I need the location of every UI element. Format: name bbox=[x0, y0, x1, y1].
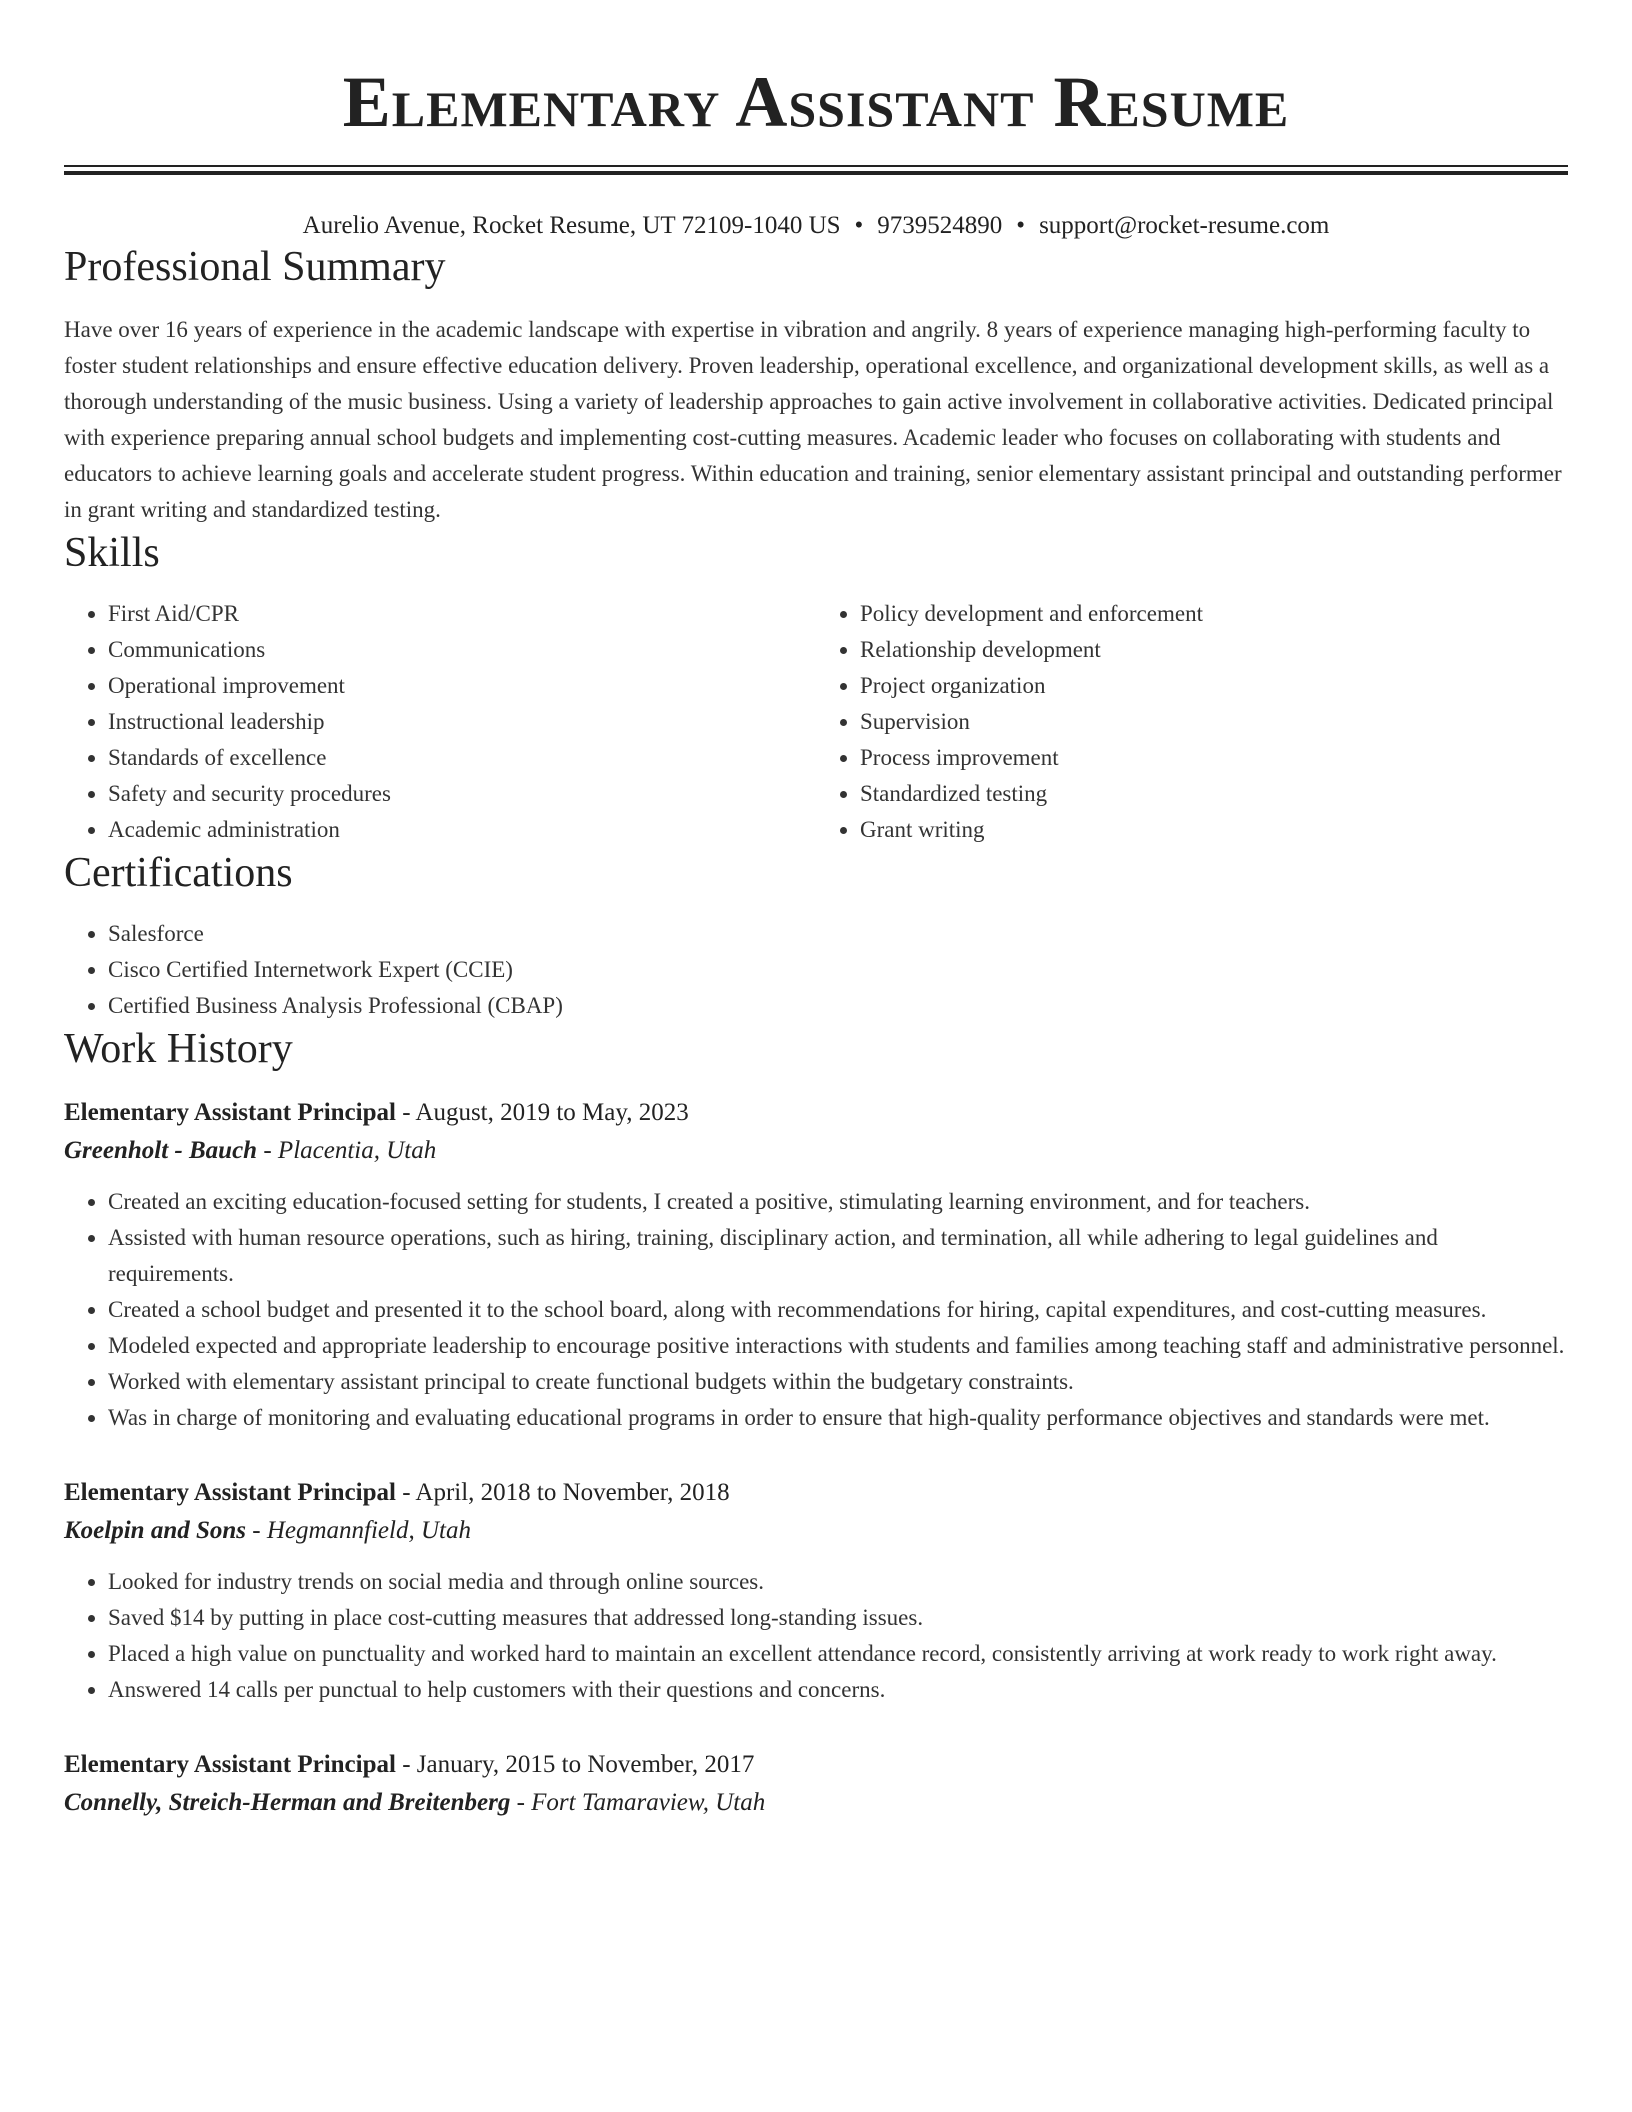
contact-address: Aurelio Avenue, Rocket Resume, UT 72109-1040 US bbox=[302, 212, 841, 239]
job-bullet: • Looked for industry trends on social media and through online sources. bbox=[108, 1564, 1568, 1600]
summary-text: Have over 16 years of experience in the academic landscape with expertise in vibration and angrily. 8 years of experience managing high-performing faculty to foster student relationships and ensure effective education delivery. Proven leadership, operational excellence, and organizational development skills, as well as a thorough understanding of the music business. Using a variety of leadership approaches to gain active involvement in collaborative activities. Dedicated principal with experience preparing annual school budgets and implementing cost-cutting measures. Academic leader who focuses on collaborating with students and educators to achieve learning goals and accelerate student progress. Within education and training, senior elementary assistant principal and outstanding performer in grant writing and standardized testing. bbox=[64, 317, 1562, 522]
skill-item: • Relationship development bbox=[860, 632, 1568, 668]
skill-item: • Process improvement bbox=[860, 740, 1568, 776]
job-bullet: • Worked with elementary assistant principal to create functional budgets within the budgetary constraints. bbox=[108, 1364, 1568, 1400]
job-company-line bbox=[64, 1784, 1568, 1822]
job-location: - Placentia, Utah bbox=[263, 1137, 437, 1164]
job-bullet: • Saved $14 by putting in place cost-cutting measures that addressed long-standing issues. bbox=[108, 1600, 1568, 1636]
certification-item: • Cisco Certified Internetwork Expert (CCIE) bbox=[108, 952, 1568, 988]
skills-columns bbox=[64, 596, 1568, 848]
skill-item: • Grant writing bbox=[860, 812, 1568, 848]
job-title-line bbox=[64, 1474, 1568, 1512]
skill-item: • Communications bbox=[108, 632, 816, 668]
job-company: Connelly, Streich-Herman and Breitenberg bbox=[64, 1789, 511, 1816]
skill-item: • Project organization bbox=[860, 668, 1568, 704]
job-bullets bbox=[64, 1184, 1568, 1436]
contact-phone: 9739524890 bbox=[877, 212, 1003, 239]
skills-heading: Skills bbox=[64, 530, 160, 576]
job-company-line bbox=[64, 1512, 1568, 1550]
certification-item: • Salesforce bbox=[108, 916, 1568, 952]
summary-heading: Professional Summary bbox=[64, 244, 446, 290]
job-title: Elementary Assistant Principal bbox=[64, 1099, 396, 1126]
job-company: Greenholt - Bauch bbox=[64, 1137, 258, 1164]
job-location: - Fort Tamaraview, Utah bbox=[516, 1789, 766, 1816]
job-bullet: • Assisted with human resource operations, such as hiring, training, disciplinary action, and termination, all while adhering to legal guidelines and requirements. bbox=[108, 1220, 1568, 1292]
job-bullet: • Created an exciting education-focused setting for students, I created a positive, stimulating learning environment, and for teachers. bbox=[108, 1184, 1568, 1220]
job-company-line bbox=[64, 1132, 1568, 1170]
job-company: Koelpin and Sons bbox=[64, 1517, 247, 1544]
job-bullet: • Modeled expected and appropriate leadership to encourage positive interactions with students and families among teaching staff and administrative personnel. bbox=[108, 1328, 1568, 1364]
contact-line bbox=[64, 210, 1568, 242]
skill-item: • Standards of excellence bbox=[108, 740, 816, 776]
skills-list-left bbox=[64, 596, 816, 848]
job-bullet: • Was in charge of monitoring and evaluating educational programs in order to ensure that high-quality performance objectives and standards were met. bbox=[108, 1400, 1568, 1436]
contact-separator: • bbox=[1016, 212, 1026, 239]
job-location: - Hegmannfield, Utah bbox=[252, 1517, 471, 1544]
skill-item: • Safety and security procedures bbox=[108, 776, 816, 812]
certification-item: • Certified Business Analysis Professional (CBAP) bbox=[108, 988, 1568, 1024]
skill-item: • First Aid/CPR bbox=[108, 596, 816, 632]
skill-item: • Standardized testing bbox=[860, 776, 1568, 812]
skill-item: • Instructional leadership bbox=[108, 704, 816, 740]
job-entry bbox=[64, 1474, 1568, 1708]
job-dates: - January, 2015 to November, 2017 bbox=[402, 1751, 755, 1778]
job-bullet: • Answered 14 calls per punctual to help customers with their questions and concerns. bbox=[108, 1672, 1568, 1708]
skill-item: • Policy development and enforcement bbox=[860, 596, 1568, 632]
title-double-rule bbox=[64, 165, 1568, 175]
contact-separator: • bbox=[854, 212, 864, 239]
certifications-list bbox=[64, 916, 1568, 1024]
job-dates: - August, 2019 to May, 2023 bbox=[402, 1099, 689, 1126]
work-history-heading: Work History bbox=[64, 1026, 293, 1072]
skill-item: • Operational improvement bbox=[108, 668, 816, 704]
job-bullet: • Created a school budget and presented it to the school board, along with recommendations for hiring, capital expenditures, and cost-cutting measures. bbox=[108, 1292, 1568, 1328]
job-title: Elementary Assistant Principal bbox=[64, 1751, 396, 1778]
resume-title: Elementary Assistant Resume bbox=[342, 62, 1290, 142]
contact-email: support@rocket-resume.com bbox=[1039, 212, 1330, 239]
job-dates: - April, 2018 to November, 2018 bbox=[402, 1479, 730, 1506]
job-title-line bbox=[64, 1094, 1568, 1132]
job-entry bbox=[64, 1094, 1568, 1436]
skills-list-right bbox=[816, 596, 1568, 848]
job-bullets bbox=[64, 1564, 1568, 1708]
job-bullet: • Placed a high value on punctuality and worked hard to maintain an excellent attendance record, consistently arriving at work ready to work right away. bbox=[108, 1636, 1568, 1672]
job-title-line bbox=[64, 1746, 1568, 1784]
skill-item: • Supervision bbox=[860, 704, 1568, 740]
job-title: Elementary Assistant Principal bbox=[64, 1479, 396, 1506]
job-entry bbox=[64, 1746, 1568, 1822]
certifications-heading: Certifications bbox=[64, 850, 293, 896]
skill-item: • Academic administration bbox=[108, 812, 816, 848]
